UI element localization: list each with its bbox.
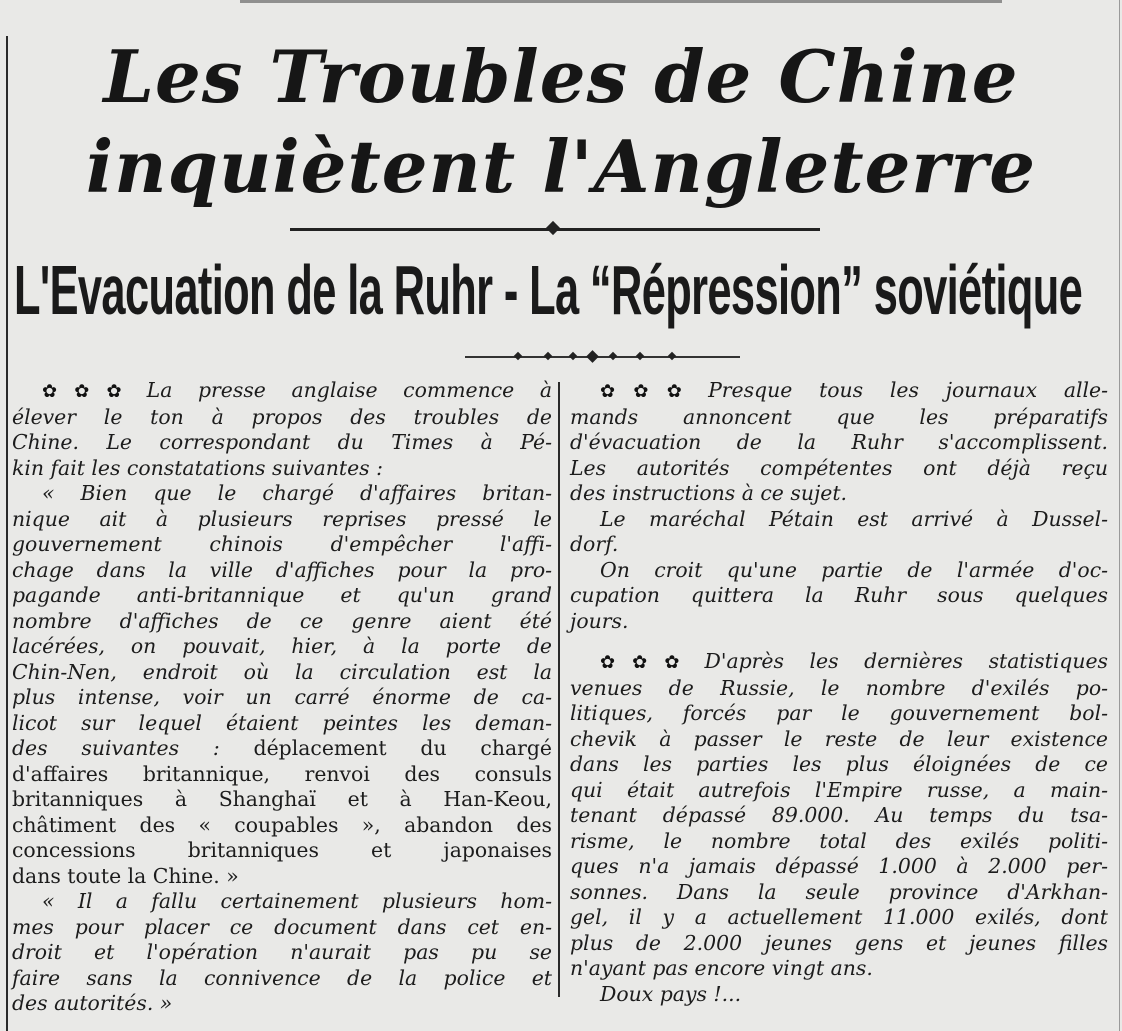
dot-ornament-icon	[636, 352, 644, 360]
scalloped-bottom-border	[8, 1019, 1118, 1031]
dot-ornament-icon	[544, 352, 552, 360]
dot-ornament-icon	[609, 352, 617, 360]
ornamental-divider-dotted	[465, 356, 740, 358]
headline-line-1: Les Troubles de Chine	[103, 34, 1019, 119]
paragraph-chine: ✿✿✿ La presse anglaise commence à élever le ton à propos des troubles de Chine. Le correspondant du Times à Pé- kin fait les constatations suivantes : « Bien que le chargé d'affaires britan- nique ait à plusieurs reprises pressé le gouvernement chinois d'empêcher l'affi- chage dans la ville d'affiches pour la pro- pagande anti-britannique et qu'un grand nombre d'affiches de ce genre aient été lacérées, on pouvait, hier, à la porte de Chin-Nen, endroit où la circulation est la plus intense, voir un carré énorme de ca- licot sur lequel étaient peintes les deman- des suivantes : déplacement du chargé d'affaires britannique, renvoi des consuls britanniques à Shanghaï et à Han-Keou, châtiment des « coupables », abandon des concessions britanniques et japonaises dans toute la Chine. » « Il a fallu certainement plusieurs hom- mes pour placer ce document dans cet en- droit et l'opération n'aurait pas pu se faire sans la connivence de la police et des autorités. »	[12, 378, 552, 1015]
paragraph-ruhr: ✿✿✿ Presque tous les journaux alle- mands annoncent que les préparatifs d'évacuation de la Ruhr s'accomplissent. Les autorités compétentes ont déjà reçu des instructions à ce sujet.	[570, 378, 1108, 505]
headline-line-2: inquiètent l'Angleterre	[85, 124, 1037, 209]
paragraph-petain: Le maréchal Pétain est arrivé à Dussel- dorf.	[570, 506, 1108, 556]
paragraph-russie: ✿✿✿ D'après les dernières statistiques venues de Russie, le nombre d'exilés po- litiques, forcés par le gouvernement bol- chevik à passer le reste de leur existence dans les parties les plus éloignées de ce qui était autrefois l'Empire russe, a main- tenant dépassé 89.000. Au temps du tsa- risme, le nombre total des exilés politi- ques n'a jamais dépassé 1.000 à 2.000 per- sonnes. Dans la seule province d'Arkhan- gel, il y a actuellement 11.000 exilés, dont plus de 2.000 jeunes gens et jeunes filles n'ayant pas encore vingt ans.	[570, 649, 1109, 980]
top-rule	[240, 0, 1002, 3]
diamond-ornament-icon	[546, 221, 560, 235]
dot-ornament-icon	[569, 352, 577, 360]
ornamental-divider	[290, 228, 820, 231]
paragraph-occupation: On croit qu'une partie de l'armée d'oc- cupation quittera la Ruhr sous quelques jours.	[570, 557, 1108, 633]
dot-ornament-icon	[514, 352, 522, 360]
dot-ornament-icon	[668, 352, 676, 360]
flower-bullet-icon: ✿✿✿	[600, 652, 697, 673]
column-divider	[558, 382, 560, 997]
headline	[0, 32, 1122, 212]
article-body	[0, 378, 1122, 1015]
left-column	[12, 378, 552, 1017]
flower-bullet-icon: ✿✿✿	[42, 381, 139, 402]
right-column	[570, 378, 1108, 1007]
flower-bullet-icon: ✿✿✿	[600, 381, 701, 402]
paragraph-doux-pays: Doux pays !...	[600, 981, 742, 1006]
subheadline: L'Evacuation de la Ruhr - La “Répression” soviétique	[14, 251, 1083, 329]
diamond-ornament-icon	[586, 350, 599, 363]
